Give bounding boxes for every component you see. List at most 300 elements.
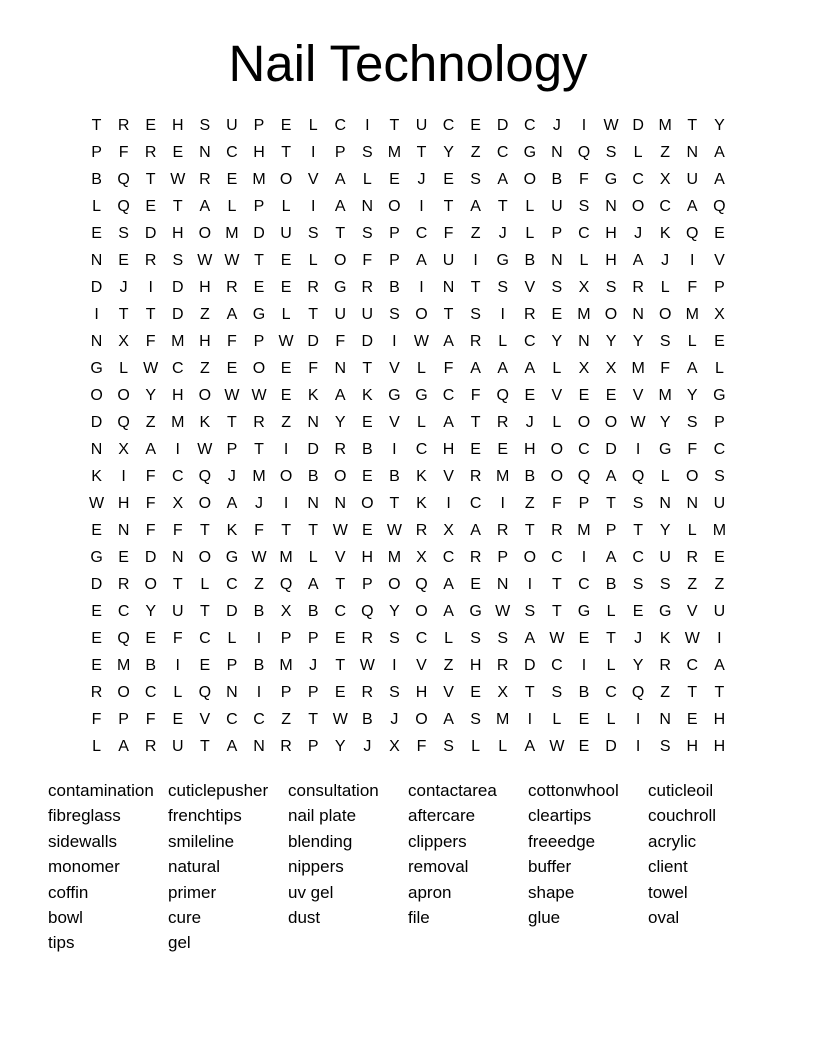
grid-letter: P [578, 494, 590, 512]
grid-letter: C [632, 548, 644, 566]
grid-letter: H [605, 224, 617, 242]
grid-letter: E [118, 251, 129, 269]
grid-letter: A [334, 197, 346, 215]
grid-letter: Y [659, 413, 671, 431]
grid-letter: S [578, 197, 590, 215]
grid-letter: K [307, 386, 319, 404]
grid-row [83, 220, 733, 247]
grid-letter: H [713, 737, 726, 755]
grid-letter: D [171, 278, 184, 296]
grid-letter: S [659, 737, 671, 755]
grid-letter: U [551, 197, 563, 215]
grid-letter: E [91, 629, 102, 647]
grid-letter: P [253, 197, 265, 215]
word-list-item: cleartips [528, 806, 592, 826]
grid-letter: I [94, 305, 99, 323]
grid-letter: W [495, 602, 511, 620]
grid-letter: H [605, 251, 617, 269]
grid-letter: A [443, 602, 454, 620]
grid-letter: I [365, 116, 370, 134]
grid-letter: R [551, 521, 563, 539]
grid-letter: R [199, 170, 211, 188]
grid-letter: J [525, 413, 534, 431]
grid-letter: G [523, 143, 537, 161]
grid-letter: O [198, 548, 212, 566]
grid-letter: F [227, 332, 237, 350]
grid-letter: I [256, 629, 262, 647]
grid-letter: E [172, 143, 184, 161]
grid-letter: I [527, 575, 533, 593]
grid-letter: M [279, 548, 293, 566]
grid-letter: I [473, 251, 478, 269]
grid-letter: Y [334, 737, 346, 755]
word-list-item: cure [168, 907, 202, 927]
grid-letter: P [226, 440, 238, 458]
grid-letter: D [90, 278, 103, 296]
grid-letter: F [145, 710, 156, 728]
grid-letter: U [334, 305, 347, 323]
grid-letter: D [144, 548, 157, 566]
grid-letter: W [197, 251, 213, 269]
grid-letter: E [551, 305, 563, 323]
grid-letter: T [145, 170, 156, 188]
grid-letter: P [307, 683, 319, 701]
grid-row [83, 571, 733, 598]
grid-letter: A [226, 305, 238, 323]
grid-letter: N [171, 548, 184, 566]
grid-letter: T [172, 575, 183, 593]
grid-letter: E [280, 116, 292, 134]
grid-letter: J [363, 737, 372, 755]
grid-letter: C [226, 710, 238, 728]
grid-letter: S [551, 683, 563, 701]
grid-row [83, 517, 733, 544]
grid-letter: C [253, 710, 265, 728]
grid-letter: F [145, 494, 156, 512]
grid-letter: Q [117, 413, 130, 431]
grid-letter: M [658, 116, 672, 134]
grid-row [83, 112, 733, 139]
word-list-item: natural [168, 857, 220, 877]
grid-letter: L [444, 629, 453, 647]
grid-letter: X [578, 359, 590, 377]
grid-letter: R [361, 278, 374, 296]
grid-letter: X [118, 440, 129, 458]
grid-letter: K [416, 467, 427, 485]
grid-letter: R [117, 116, 130, 134]
grid-letter: E [714, 548, 725, 566]
grid-letter: D [524, 656, 536, 674]
grid-letter: O [198, 224, 212, 242]
grid-letter: S [470, 629, 481, 647]
grid-letter: V [416, 656, 427, 674]
grid-letter: N [199, 143, 211, 161]
grid-letter: P [253, 116, 265, 134]
grid-letter: O [252, 359, 266, 377]
grid-letter: T [254, 440, 264, 458]
grid-letter: P [91, 143, 102, 161]
grid-letter: F [308, 359, 319, 377]
grid-letter: N [686, 143, 699, 161]
grid-letter: F [579, 170, 589, 188]
grid-letter: V [686, 602, 698, 620]
grid-letter: N [334, 359, 347, 377]
grid-letter: F [443, 359, 454, 377]
grid-letter: E [470, 116, 481, 134]
grid-letter: L [552, 359, 562, 377]
grid-letter: G [713, 386, 726, 404]
grid-letter: V [334, 548, 346, 566]
grid-letter: T [308, 521, 319, 539]
grid-letter: D [307, 440, 319, 458]
grid-letter: I [500, 305, 505, 323]
grid-letter: T [91, 116, 102, 134]
grid-row [83, 436, 733, 463]
grid-letter: Q [361, 602, 374, 620]
grid-letter: F [551, 494, 562, 512]
grid-letter: N [90, 251, 103, 269]
grid-letter: S [686, 413, 698, 431]
grid-letter: R [659, 656, 671, 674]
grid-letter: T [199, 602, 210, 620]
grid-letter: F [443, 224, 454, 242]
grid-letter: P [253, 332, 265, 350]
grid-letter: Y [714, 116, 725, 134]
grid-letter: L [417, 413, 426, 431]
grid-letter: B [307, 467, 319, 485]
grid-letter: F [91, 710, 102, 728]
grid-letter: I [500, 494, 505, 512]
word-list-item: towel [648, 882, 688, 902]
grid-letter: D [253, 224, 265, 242]
grid-letter: Y [145, 602, 157, 620]
grid-letter: E [470, 440, 481, 458]
grid-letter: J [390, 710, 399, 728]
grid-letter: M [225, 224, 239, 242]
grid-letter: C [551, 656, 563, 674]
grid-letter: Q [631, 683, 645, 701]
grid-letter: O [523, 170, 537, 188]
grid-letter: X [497, 683, 509, 701]
grid-letter: I [635, 710, 641, 728]
grid-letter: G [658, 440, 672, 458]
grid-letter: I [283, 494, 289, 512]
grid-letter: R [144, 143, 157, 161]
grid-letter: L [227, 629, 237, 647]
grid-letter: Z [470, 143, 481, 161]
grid-letter: K [659, 224, 671, 242]
grid-letter: D [632, 116, 644, 134]
grid-letter: C [442, 386, 455, 404]
grid-letter: P [280, 629, 292, 647]
grid-letter: F [172, 629, 183, 647]
grid-letter: O [90, 386, 103, 404]
grid-letter: P [118, 710, 129, 728]
grid-letter: R [469, 548, 482, 566]
grid-letter: R [496, 656, 509, 674]
grid-letter: L [92, 737, 101, 755]
grid-letter: M [252, 467, 266, 485]
grid-letter: X [578, 278, 590, 296]
grid-letter: W [143, 359, 159, 377]
grid-letter: E [334, 629, 346, 647]
grid-letter: B [524, 251, 536, 269]
grid-letter: L [660, 278, 670, 296]
grid-letter: Z [687, 575, 698, 593]
grid-letter: A [443, 575, 454, 593]
grid-letter: X [118, 332, 129, 350]
grid-letter: I [717, 629, 722, 647]
grid-letter: C [171, 359, 184, 377]
grid-letter: S [659, 575, 671, 593]
grid-letter: X [605, 359, 617, 377]
grid-letter: E [470, 683, 481, 701]
grid-letter: C [226, 575, 238, 593]
grid-letter: C [659, 197, 671, 215]
grid-letter: H [199, 278, 211, 296]
grid-letter: Q [631, 467, 645, 485]
grid-letter: E [145, 116, 157, 134]
grid-letter: N [605, 197, 617, 215]
grid-letter: A [714, 143, 725, 161]
grid-letter: O [523, 548, 537, 566]
grid-letter: T [199, 521, 210, 539]
grid-letter: E [280, 386, 292, 404]
grid-letter: R [496, 413, 509, 431]
grid-letter: H [253, 143, 265, 161]
grid-letter: O [361, 494, 374, 512]
grid-letter: O [198, 494, 212, 512]
grid-row [83, 274, 733, 301]
grid-letter: L [606, 710, 616, 728]
grid-letter: S [497, 278, 509, 296]
grid-letter: V [443, 467, 454, 485]
grid-letter: C [144, 683, 157, 701]
grid-letter: H [117, 494, 130, 512]
word-list-item: bowl [48, 907, 83, 927]
grid-letter: Z [660, 143, 671, 161]
grid-letter: C [415, 629, 428, 647]
grid-letter: T [335, 575, 346, 593]
grid-letter: D [171, 305, 184, 323]
grid-letter: E [443, 170, 454, 188]
word-list-item: shape [528, 882, 575, 902]
grid-letter: A [497, 170, 509, 188]
grid-letter: E [578, 386, 590, 404]
grid-letter: T [633, 521, 643, 539]
grid-letter: S [632, 575, 644, 593]
grid-letter: R [253, 413, 265, 431]
word-list-item: nail plate [288, 806, 357, 826]
grid-letter: W [278, 332, 294, 350]
grid-letter: K [361, 386, 373, 404]
grid-letter: T [389, 494, 400, 512]
grid-letter: N [117, 521, 130, 539]
word-list-item: sidewalls [48, 831, 117, 851]
grid-letter: T [470, 278, 481, 296]
grid-letter: J [661, 251, 670, 269]
grid-letter: Z [281, 413, 291, 431]
grid-letter: U [226, 116, 238, 134]
grid-letter: G [334, 278, 347, 296]
grid-letter: T [335, 224, 346, 242]
grid-letter: V [199, 710, 211, 728]
grid-letter: J [634, 224, 643, 242]
grid-letter: L [92, 197, 101, 215]
grid-letter: Q [496, 386, 509, 404]
word-list-item: freeedge [528, 831, 596, 851]
grid-letter: A [443, 332, 454, 350]
grid-row [83, 139, 733, 166]
grid-letter: R [280, 737, 292, 755]
grid-letter: T [497, 197, 508, 215]
grid-letter: C [415, 440, 428, 458]
grid-letter: H [713, 710, 726, 728]
grid-letter: J [227, 467, 236, 485]
grid-letter: X [416, 548, 427, 566]
grid-letter: O [334, 467, 347, 485]
grid-letter: Z [254, 575, 264, 593]
grid-letter: N [442, 278, 455, 296]
grid-letter: U [280, 224, 292, 242]
grid-letter: T [145, 305, 156, 323]
grid-letter: A [686, 197, 698, 215]
grid-letter: D [361, 332, 374, 350]
grid-letter: E [145, 197, 157, 215]
grid-letter: E [714, 332, 725, 350]
grid-letter: L [498, 737, 508, 755]
grid-letter: C [496, 143, 509, 161]
grid-letter: R [469, 332, 482, 350]
grid-letter: I [148, 278, 153, 296]
grid-letter: G [388, 386, 401, 404]
grid-letter: P [334, 143, 346, 161]
grid-letter: C [551, 548, 563, 566]
grid-letter: N [632, 305, 644, 323]
grid-letter: M [387, 143, 402, 161]
grid-letter: T [254, 251, 264, 269]
grid-letter: N [551, 143, 563, 161]
grid-row [83, 301, 733, 328]
grid-letter: J [255, 494, 263, 512]
grid-letter: L [687, 521, 697, 539]
grid-letter: A [714, 170, 725, 188]
grid-letter: G [658, 602, 672, 620]
grid-letter: A [226, 737, 238, 755]
grid-letter: C [415, 224, 428, 242]
grid-letter: Y [443, 143, 454, 161]
grid-row [83, 706, 733, 733]
grid-letter: N [90, 332, 103, 350]
word-list-item: fibreglass [48, 806, 121, 826]
grid-letter: S [361, 224, 373, 242]
grid-letter: K [199, 413, 211, 431]
grid-letter: C [334, 116, 347, 134]
grid-letter: Y [686, 386, 698, 404]
grid-letter: A [470, 359, 481, 377]
grid-letter: N [551, 251, 563, 269]
grid-letter: T [362, 359, 373, 377]
grid-letter: G [496, 251, 509, 269]
grid-letter: B [361, 440, 373, 458]
grid-letter: B [551, 170, 563, 188]
grid-letter: C [199, 629, 211, 647]
grid-letter: Q [713, 197, 726, 215]
grid-letter: X [659, 170, 671, 188]
grid-letter: E [578, 629, 590, 647]
grid-letter: D [496, 116, 509, 134]
grid-row [83, 598, 733, 625]
grid-letter: Z [524, 494, 535, 512]
grid-letter: P [307, 629, 319, 647]
grid-letter: U [361, 305, 374, 323]
grid-letter: H [361, 548, 374, 566]
grid-letter: Q [117, 170, 130, 188]
grid-letter: V [524, 278, 536, 296]
grid-letter: J [417, 170, 426, 188]
grid-letter: A [307, 575, 319, 593]
grid-letter: P [361, 575, 373, 593]
grid-letter: N [578, 332, 590, 350]
grid-letter: M [116, 656, 131, 674]
grid-letter: I [392, 656, 397, 674]
grid-letter: K [416, 494, 427, 512]
grid-letter: I [256, 683, 262, 701]
grid-letter: V [551, 386, 563, 404]
grid-letter: A [714, 656, 725, 674]
grid-letter: N [659, 494, 671, 512]
word-list-item: nippers [288, 857, 344, 877]
grid-letter: E [226, 359, 238, 377]
grid-letter: T [551, 575, 562, 593]
grid-letter: L [308, 251, 318, 269]
grid-letter: Z [660, 683, 671, 701]
grid-letter: T [227, 413, 237, 431]
grid-letter: L [579, 251, 589, 269]
grid-letter: K [91, 467, 102, 485]
grid-letter: A [145, 440, 157, 458]
grid-letter: J [119, 278, 128, 296]
grid-letter: J [552, 116, 561, 134]
grid-letter: O [415, 602, 428, 620]
grid-letter: L [525, 197, 535, 215]
grid-letter: M [577, 305, 591, 323]
grid-letter: U [713, 494, 726, 512]
grid-letter: I [527, 710, 533, 728]
grid-letter: A [605, 467, 617, 485]
grid-letter: W [251, 548, 267, 566]
grid-letter: H [171, 116, 184, 134]
grid-letter: Q [117, 197, 130, 215]
grid-letter: E [714, 224, 725, 242]
word-list-item: file [408, 907, 430, 927]
grid-letter: A [226, 494, 238, 512]
grid-letter: B [389, 467, 400, 485]
grid-letter: L [525, 224, 535, 242]
grid-letter: V [389, 413, 400, 431]
grid-row [83, 355, 733, 382]
grid-letter: S [470, 710, 481, 728]
grid-letter: A [470, 521, 481, 539]
grid-letter: T [281, 521, 291, 539]
grid-letter: Z [470, 224, 481, 242]
grid-letter: W [549, 737, 565, 755]
grid-letter: B [91, 170, 102, 188]
grid-letter: U [415, 116, 428, 134]
grid-letter: C [578, 575, 590, 593]
grid-letter: T [281, 143, 291, 161]
grid-letter: F [172, 521, 183, 539]
